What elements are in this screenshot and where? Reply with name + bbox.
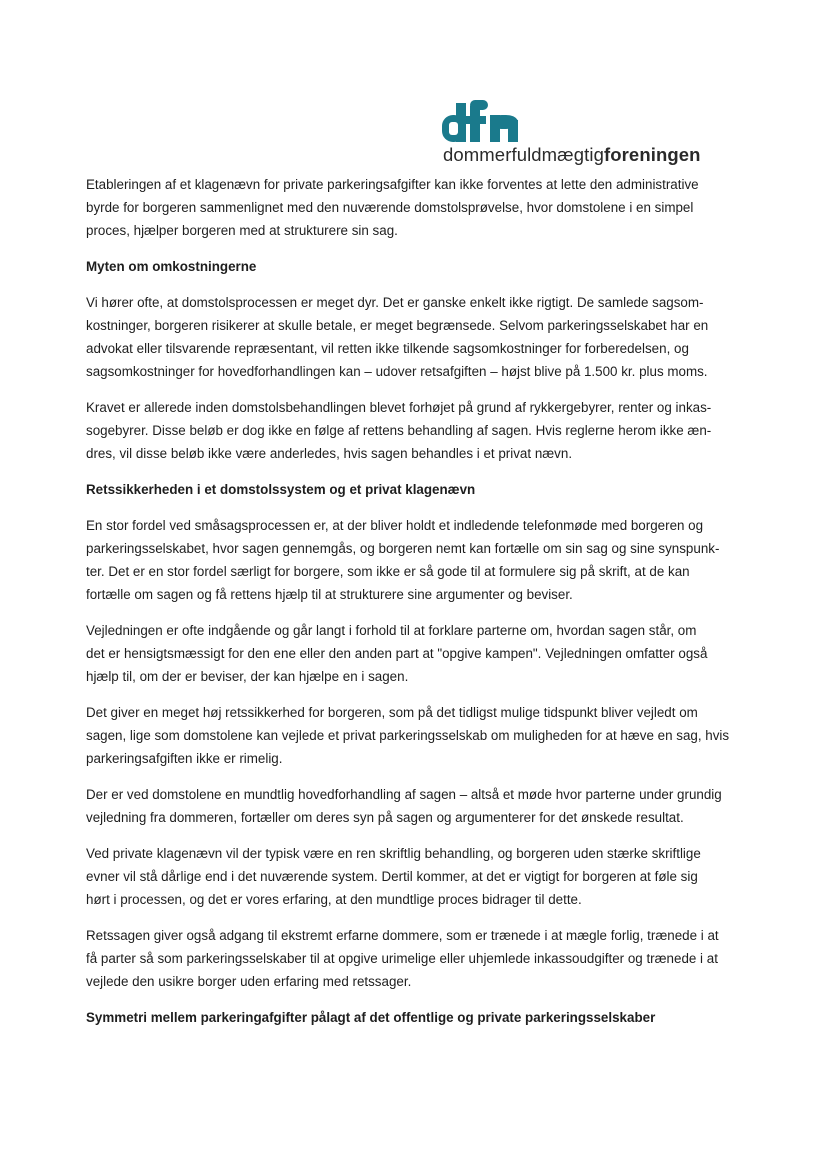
paragraph <box>86 396 736 465</box>
text-line: Ved private klagenævn vil der typisk være en ren skriftlig behandling, og borgeren uden stærke skriftlige <box>86 846 701 861</box>
text-line: sagsomkostninger for hovedforhandlingen kan – udover retsafgiften – højst blive på 1.500 kr. plus moms. <box>86 364 708 379</box>
section-heading <box>86 1006 736 1029</box>
text-line: En stor fordel ved småsagsprocessen er, at der bliver holdt et indledende telefonmøde med borgeren og <box>86 518 704 533</box>
paragraph <box>86 842 736 911</box>
text-line: få parter så som parkeringsselskaber til at opgive urimelige eller uhjemlede inkassoudgifter og trænede i at <box>86 951 718 966</box>
text-line: Retssagen giver også adgang til ekstremt erfarne dommere, som er trænede i at mægle forlig, trænede i at <box>86 928 719 943</box>
section-heading <box>86 478 736 501</box>
text-line: hørt i processen, og det er vores erfaring, at den mundtlige proces bidrager til dette. <box>86 892 582 907</box>
section-heading <box>86 255 736 278</box>
text-line: Vejledningen er ofte indgående og går langt i forhold til at forklare parterne om, hvordan sagen står, om <box>86 623 697 638</box>
organization-name <box>443 144 701 166</box>
paragraph <box>86 924 736 993</box>
text-line: byrde for borgeren sammenlignet med den nuværende domstolsprøvelse, hvor domstolene i en simpel <box>86 200 694 215</box>
text-line: kostninger, borgeren risikerer at skulle betale, er meget begrænsede. Selvom parkeringsselskabet har en <box>86 318 709 333</box>
text-line: hjælp til, om der er beviser, der kan hjælpe en i sagen. <box>86 669 409 684</box>
organization-name-bold: foreningen <box>603 144 701 165</box>
text-line: parkeringsafgiften ikke er rimelig. <box>86 751 283 766</box>
organization-name-regular: dommerfuldmægtig <box>443 144 604 165</box>
text-line: parkeringsselskabet, hvor sagen gennemgås, og borgeren nemt kan fortælle om sin sag og sine synspunk- <box>86 541 720 556</box>
paragraph <box>86 619 736 688</box>
text-line: fortælle om sagen og få rettens hjælp til at strukturere sine argumenter og beviser. <box>86 587 573 602</box>
text-line: Vi hører ofte, at domstolsprocessen er meget dyr. Det er ganske enkelt ikke rigtigt. De samlede sagsom- <box>86 295 704 310</box>
text-line: evner vil stå dårlige end i det nuværende system. Dertil kommer, at det er vigtigt for borgeren at føle sig <box>86 869 698 884</box>
text-line: vejledning fra dommeren, fortæller om deres syn på sagen og argumenterer for det ønskede resultat. <box>86 810 684 825</box>
paragraph <box>86 291 736 383</box>
letter-body <box>86 173 736 1042</box>
text-line: vejlede den usikre borger uden erfaring med retssager. <box>86 974 412 989</box>
text-line: sogebyrer. Disse beløb er dog ikke en følge af rettens behandling af sagen. Hvis reglerne herom ikke æn- <box>86 423 712 438</box>
text-line: det er hensigtsmæssigt for den ene eller den anden part at "opgive kampen". Vejledningen omfatter også <box>86 646 708 661</box>
dfn-logo-mark <box>442 98 522 144</box>
text-line: Der er ved domstolene en mundtlig hovedforhandling af sagen – altså et møde hvor parterne under grundig <box>86 787 722 802</box>
text-line: ter. Det er en stor fordel særligt for borgere, som ikke er så gode til at formulere sig på skrift, at de kan <box>86 564 690 579</box>
text-line: sagen, lige som domstolene kan vejlede et privat parkeringsselskab om muligheden for at hæve en sag, hvis <box>86 728 730 743</box>
text-line: Retssikkerheden i et domstolssystem og et privat klagenævn <box>86 482 476 497</box>
paragraph <box>86 514 736 606</box>
text-line: proces, hjælper borgeren med at strukturere sin sag. <box>86 223 398 238</box>
text-line: Etableringen af et klagenævn for private parkeringsafgifter kan ikke forventes at lette den administrative <box>86 177 699 192</box>
paragraph <box>86 701 736 770</box>
text-line: Det giver en meget høj retssikkerhed for borgeren, som på det tidligst mulige tidspunkt bliver vejledt om <box>86 705 698 720</box>
paragraph <box>86 783 736 829</box>
text-line: advokat eller tilsvarende repræsentant, vil retten ikke tilkende sagsomkostninger for forberedelsen, og <box>86 341 689 356</box>
text-line: Kravet er allerede inden domstolsbehandlingen blevet forhøjet på grund af rykkergebyrer, renter og inkas- <box>86 400 712 415</box>
text-line: dres, vil disse beløb ikke være anderledes, hvis sagen behandles i et privat nævn. <box>86 446 573 461</box>
organization-logo <box>442 98 722 170</box>
text-line: Symmetri mellem parkeringafgifter pålagt af det offentlige og private parkeringsselskaber <box>86 1010 656 1025</box>
paragraph <box>86 173 736 242</box>
text-line: Myten om omkostningerne <box>86 259 257 274</box>
